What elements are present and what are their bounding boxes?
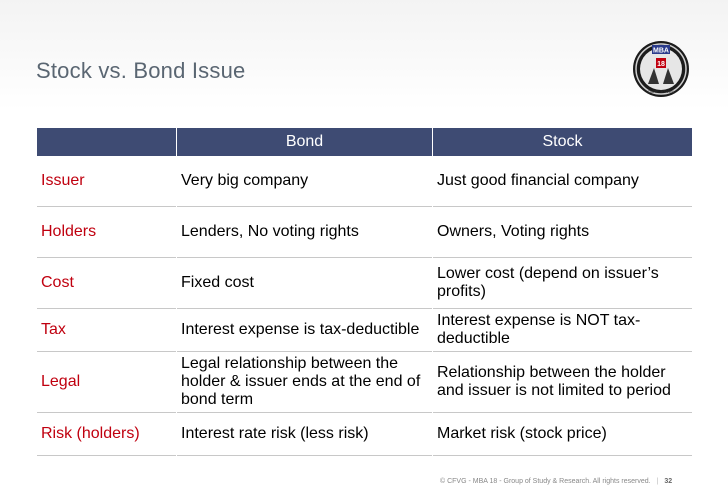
stock-cell: Market risk (stock price) xyxy=(433,413,693,456)
row-label: Risk (holders) xyxy=(37,413,177,456)
stock-cell: Owners, Voting rights xyxy=(433,207,693,258)
table-header-row xyxy=(37,128,693,156)
stock-cell: Just good financial company xyxy=(433,156,693,207)
mba-18-logo xyxy=(632,38,690,100)
bond-cell: Fixed cost xyxy=(177,258,433,309)
copyright-text: © CFVG - MBA 18 - Group of Study & Research. All rights reserved. xyxy=(440,478,651,485)
bond-cell: Legal relationship between the holder & issuer ends at the end of bond term xyxy=(177,352,433,413)
stock-cell: Lower cost (depend on issuer’s profits) xyxy=(433,258,693,309)
comparison-table xyxy=(36,128,693,456)
table-row xyxy=(37,352,693,413)
table-row xyxy=(37,258,693,309)
table-row xyxy=(37,309,693,352)
footer-separator: | xyxy=(656,478,659,485)
bond-cell: Interest expense is tax-deductible xyxy=(177,309,433,352)
row-label: Legal xyxy=(37,352,177,413)
footer xyxy=(440,478,672,485)
row-label: Tax xyxy=(37,309,177,352)
svg-text:MBA: MBA xyxy=(653,47,669,55)
page-title: Stock vs. Bond Issue xyxy=(36,58,246,83)
row-label: Cost xyxy=(37,258,177,309)
header-cell-stock: Stock xyxy=(433,128,693,156)
header-cell-empty xyxy=(37,128,177,156)
page-number: 32 xyxy=(664,478,673,485)
bond-cell: Interest rate risk (less risk) xyxy=(177,413,433,456)
header-cell-bond: Bond xyxy=(177,128,433,156)
row-label: Holders xyxy=(37,207,177,258)
row-label: Issuer xyxy=(37,156,177,207)
svg-text:18: 18 xyxy=(657,61,665,68)
table-row xyxy=(37,413,693,456)
stock-cell: Relationship between the holder and issuer is not limited to period xyxy=(433,352,693,413)
bond-cell: Very big company xyxy=(177,156,433,207)
svg-text:DARE TO WIN: DARE TO WIN xyxy=(647,89,675,94)
table-row xyxy=(37,156,693,207)
bond-cell: Lenders, No voting rights xyxy=(177,207,433,258)
stock-cell: Interest expense is NOT tax-deductible xyxy=(433,309,693,352)
table-row xyxy=(37,207,693,258)
